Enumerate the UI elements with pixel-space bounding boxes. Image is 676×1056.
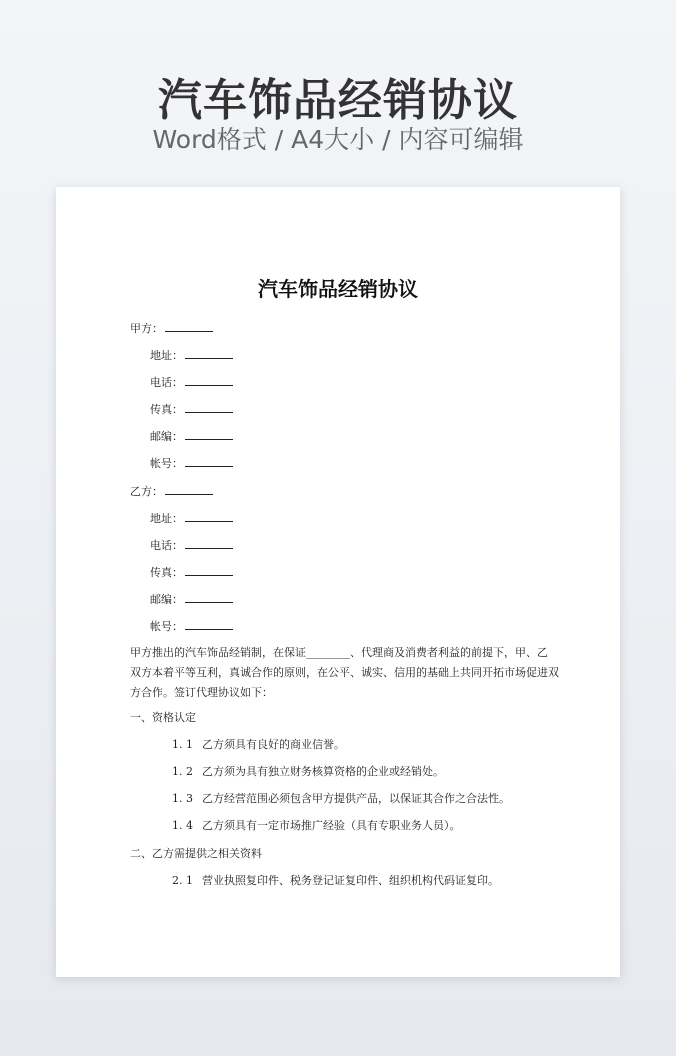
field-label: 帐号： (150, 457, 183, 470)
party-b-blank (165, 484, 213, 495)
field-label: 传真： (150, 403, 183, 416)
party-b-account (150, 618, 233, 634)
item-number: 1. 2 (172, 765, 193, 778)
party-a-postcode (150, 428, 233, 444)
item-number: 1. 3 (172, 792, 193, 805)
party-a-line (130, 320, 213, 336)
intro-paragraph (130, 643, 559, 703)
section-1-item (172, 817, 461, 833)
field-label: 电话： (150, 376, 183, 389)
party-a-label: 甲方： (130, 322, 163, 335)
field-blank (185, 429, 233, 440)
item-text: 乙方经营范围必须包含甲方提供产品，以保证其合作之合法性。 (202, 792, 510, 805)
field-blank (185, 538, 233, 549)
document-title: 汽车饰品经销协议 (258, 277, 418, 301)
item-number: 2. 1 (172, 874, 193, 887)
item-text: 乙方须具有一定市场推广经验（具有专职业务人员）。 (202, 819, 461, 832)
intro-line: 方合作。签订代理协议如下： (130, 686, 273, 699)
party-a-blank (165, 321, 213, 332)
banner-subtitle: Word格式 / A4大小 / 内容可编辑 (152, 125, 524, 154)
field-blank (185, 565, 233, 576)
section-2-heading: 二、乙方需提供之相关资料 (130, 847, 262, 860)
field-blank (185, 375, 233, 386)
section-1-item (172, 736, 345, 752)
party-b-phone (150, 537, 233, 553)
party-b-address (150, 510, 233, 526)
party-a-phone (150, 374, 233, 390)
intro-line: 甲方推出的汽车饰品经销制，在保证________、代理商及消费者利益的前提下，甲、乙 (130, 646, 548, 659)
field-label: 帐号： (150, 620, 183, 633)
field-blank (185, 456, 233, 467)
field-blank (185, 348, 233, 359)
section-2-item (172, 872, 499, 888)
section-1-item (172, 763, 444, 779)
field-label: 地址： (150, 349, 183, 362)
item-text: 乙方须具有良好的商业信誉。 (202, 738, 345, 751)
item-text: 乙方须为具有独立财务核算资格的企业或经销处。 (202, 765, 444, 778)
item-number: 1. 4 (172, 819, 193, 832)
document-page (56, 187, 620, 977)
section-1-item (172, 790, 510, 806)
banner-title: 汽车饰品经销协议 (158, 75, 518, 126)
party-a-account (150, 455, 233, 471)
item-number: 1. 1 (172, 738, 193, 751)
field-blank (185, 511, 233, 522)
party-a-fax (150, 401, 233, 417)
item-text: 营业执照复印件、税务登记证复印件、组织机构代码证复印。 (202, 874, 499, 887)
party-b-postcode (150, 591, 233, 607)
field-label: 邮编： (150, 593, 183, 606)
field-blank (185, 402, 233, 413)
party-b-fax (150, 564, 233, 580)
field-blank (185, 619, 233, 630)
field-blank (185, 592, 233, 603)
section-1-heading: 一、资格认定 (130, 711, 196, 724)
field-label: 电话： (150, 539, 183, 552)
party-b-label: 乙方： (130, 485, 163, 498)
field-label: 地址： (150, 512, 183, 525)
intro-line: 双方本着平等互利，真诚合作的原则，在公平、诚实、信用的基础上共同开拓市场促进双 (130, 666, 559, 679)
field-label: 邮编： (150, 430, 183, 443)
party-a-address (150, 347, 233, 363)
field-label: 传真： (150, 566, 183, 579)
party-b-line (130, 483, 213, 499)
